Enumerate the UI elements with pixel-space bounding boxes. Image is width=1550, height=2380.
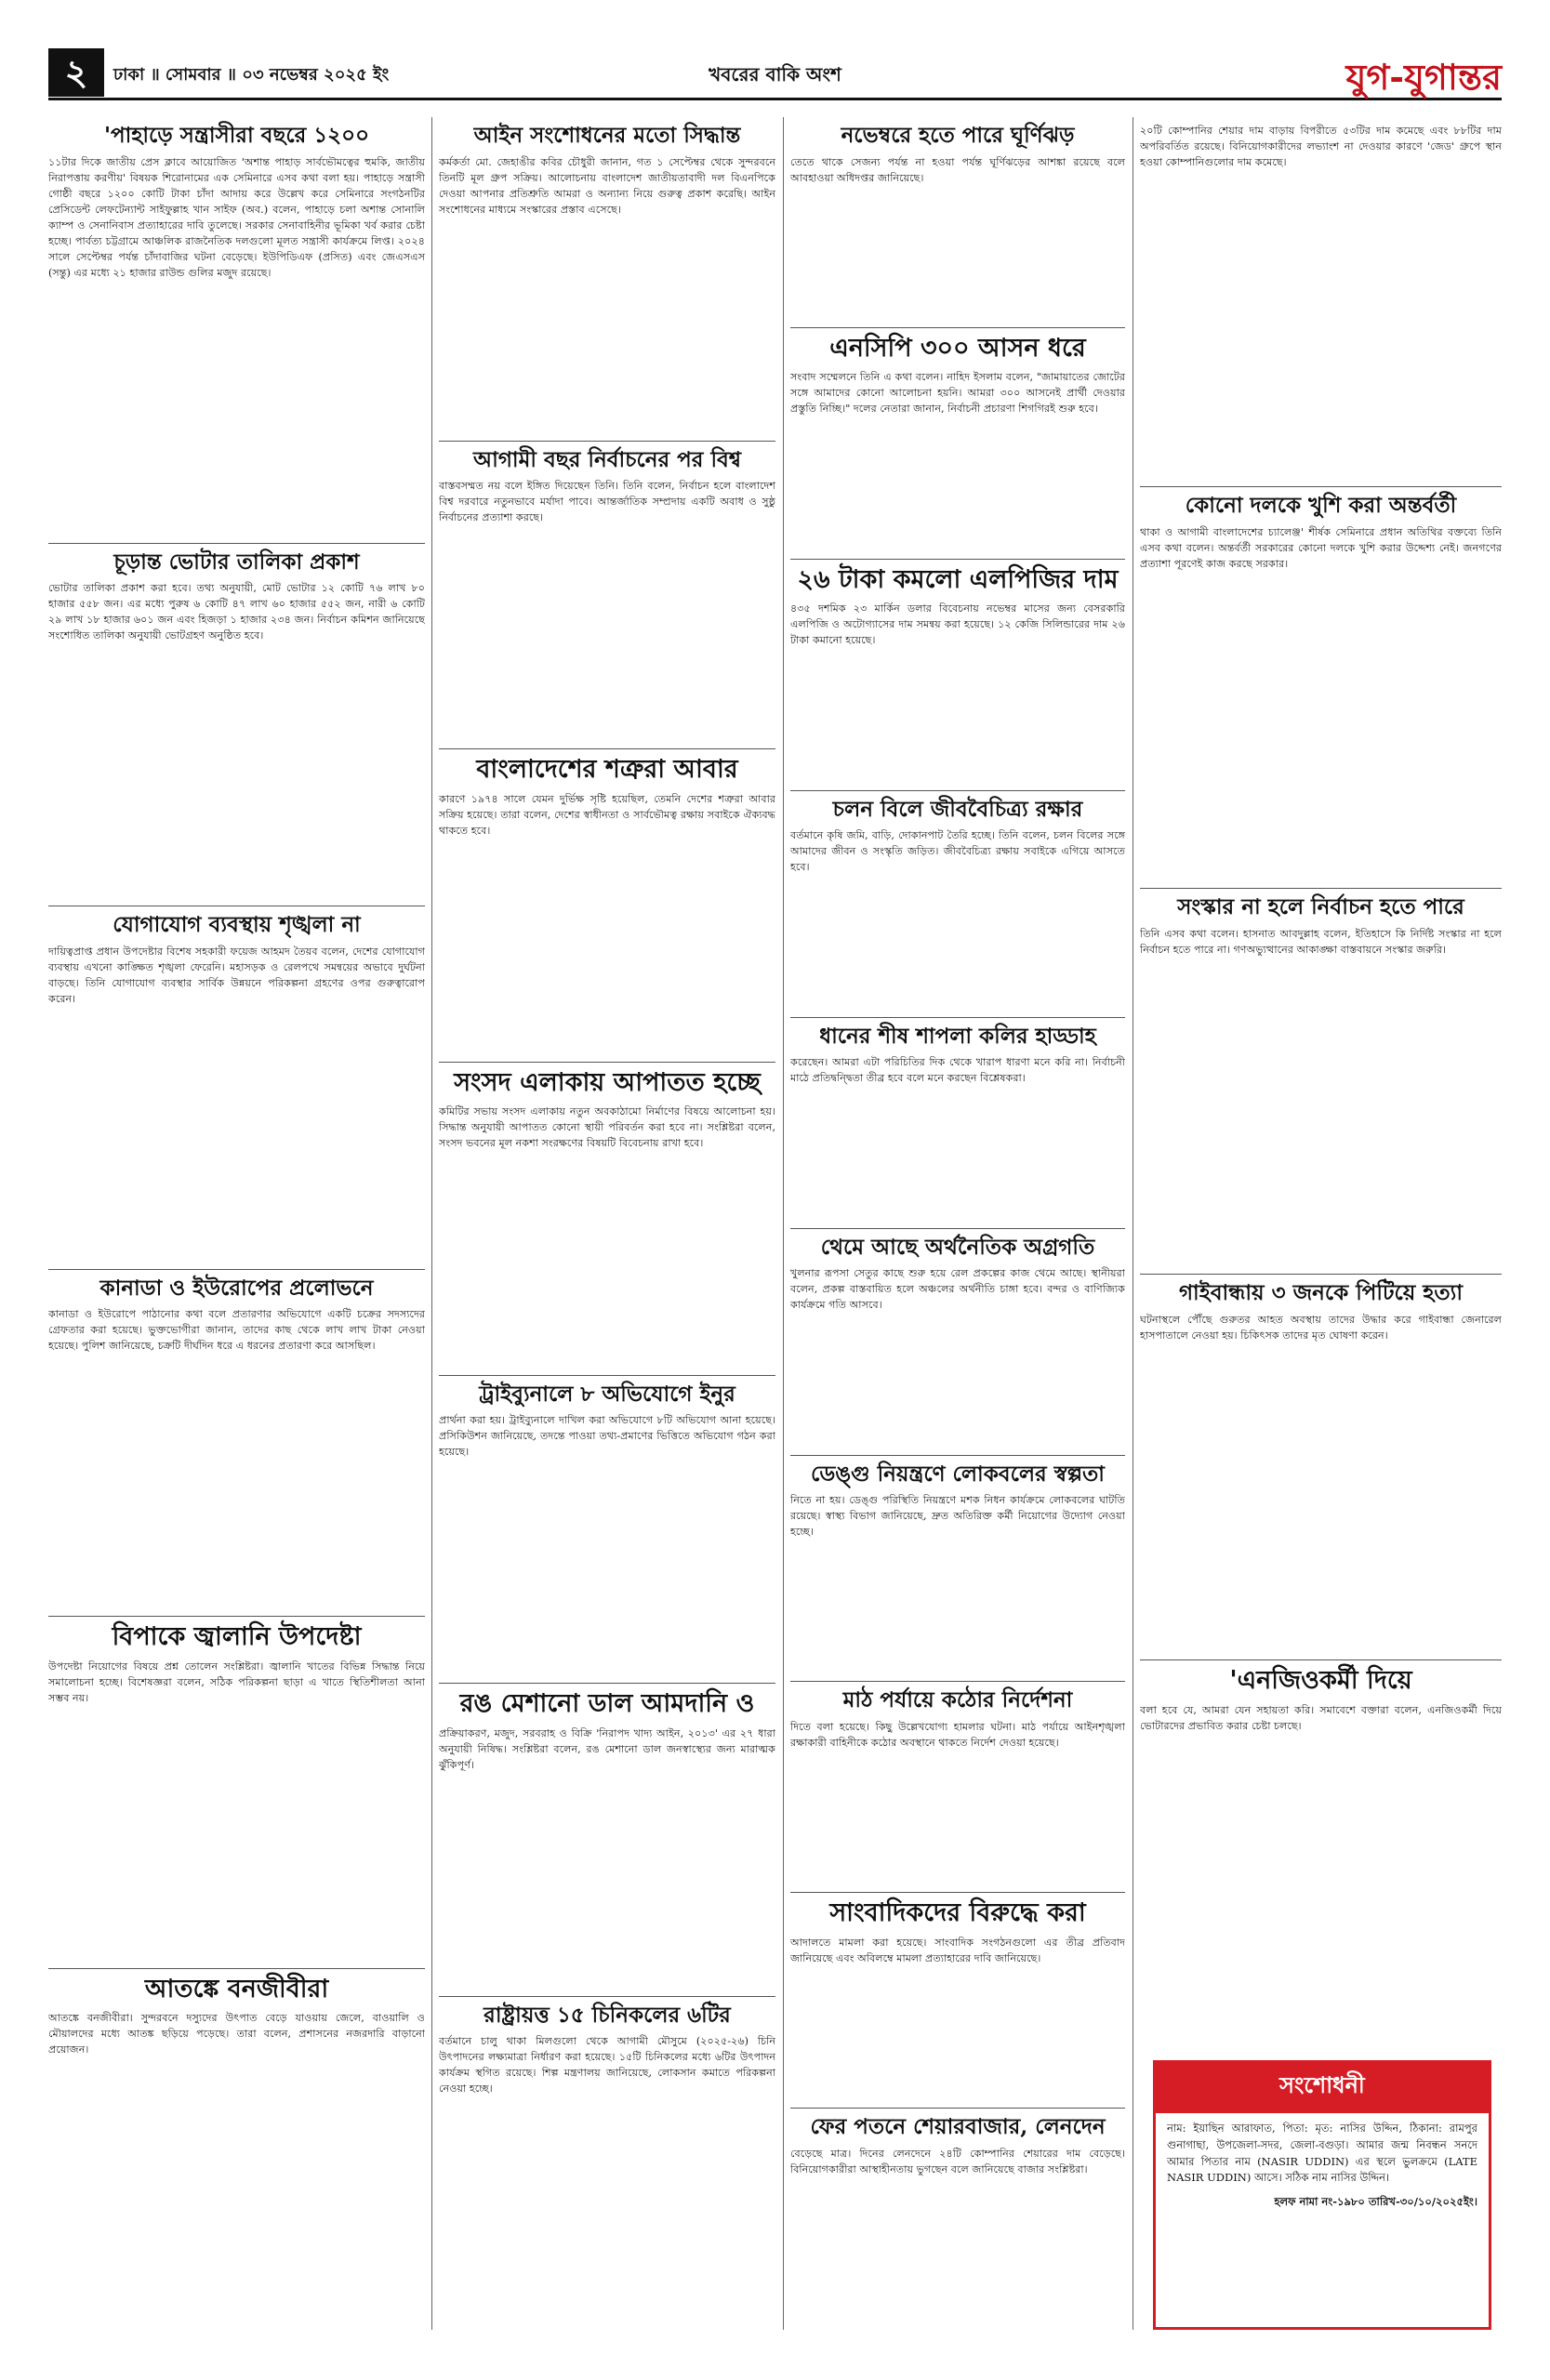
story-headline: সাংবাদিকদের বিরুদ্ধে করা [829,1898,1086,1928]
story-body: দায়িত্বপ্রাপ্ত প্রধান উপদেষ্টার বিশেষ সহকারী ফয়েজ আহমদ তৈয়ব বলেন, দেশের যোগাযোগ ব্যবস্থায় এখনো কাঙ্ক্ষিত শৃঙ্খলা ফেরেনি। মহাসড়ক ও রেলপথে সমন্বয়ের অভাবে দুর্ঘটনা বাড়ছে। তিনি যোগাযোগ ব্যবস্থার সার্বিক উন্নয়নে পরিকল্পনা গ্রহণের ওপর গুরুত্বারোপ করেন। [48,945,425,1005]
news-story [439,1684,775,1997]
story-headline: বাংলাদেশের শত্রুরা আবার [476,755,738,785]
story-headline: যোগাযোগ ব্যবস্থায় শৃঙ্খলা না [113,912,361,938]
news-story [48,906,425,1270]
story-body: আদালতে মামলা করা হয়েছে। সাংবাদিক সংগঠনগুলো এর তীব্র প্রতিবাদ জানিয়েছে এবং অবিলম্বে মামলা প্রত্যাহারের দাবি জানিয়েছে। [790,1936,1125,1964]
story-body: কারণে ১৯৭৪ সালে যেমন দুর্ভিক্ষ সৃষ্টি হয়েছিল, তেমনি দেশের শত্রুরা আবার সক্রিয় হয়েছে। তারা বলেন, দেশের স্বাধীনতা ও সার্বভৌমত্ব রক্ষায় সবাইকে ঐক্যবদ্ধ থাকতে হবে। [439,792,775,837]
story-headline: আতঙ্কে বনজীবীরা [144,1974,329,2003]
news-story [790,1456,1125,1683]
column-4 [1140,117,1502,2330]
news-story [1140,487,1502,889]
story-body: বর্তমানে কৃষি জমি, বাড়ি, দোকানপাট তৈরি হচ্ছে। তিনি বলেন, চলন বিলের সঙ্গে আমাদের জীবন ও সংস্কৃতি জড়িত। জীববৈচিত্র্য রক্ষায় সবাইকে এগিয়ে আসতে হবে। [790,829,1125,874]
story-body: ভোটার তালিকা প্রকাশ করা হবে। তথ্য অনুযায়ী, মোট ভোটার ১২ কোটি ৭৬ লাখ ৮০ হাজার ৫৫৮ জন। এর মধ্যে পুরুষ ৬ কোটি ৪৭ লাখ ৬০ হাজার ৫৫২ জন, নারী ৬ কোটি ২৯ লাখ ১৮ হাজার ৬০১ জন এবং হিজড়া ১ হাজার ২৩৪ জন। নির্বাচন কমিশন জানিয়েছে সংশোধিত তালিকা অনুযায়ী ভোটগ্রহণ অনুষ্ঠিত হবে। [48,582,425,642]
story-headline: ট্রাইব্যুনালে ৮ অভিযোগে ইনুর [479,1381,735,1407]
story-headline: 'এনজিওকর্মী দিয়ে [1229,1666,1412,1696]
masthead [48,48,1502,100]
news-story [48,117,425,544]
story-body: খুলনার রূপসা সেতুর কাছে শুরু হয়ে রেল প্রকল্পের কাজ থেমে আছে। স্থানীয়রা বলেন, প্রকল্প বাস্তবায়িত হলে অঞ্চলের অর্থনীতি চাঙ্গা হবে। বন্দর ও বাণিজ্যিক কার্যক্রমে গতি আসবে। [790,1267,1125,1312]
column-1 [48,117,425,2330]
news-story [439,1997,775,2320]
news-story [439,749,775,1063]
news-story [439,1376,775,1685]
news-story [48,544,425,907]
news-story [790,791,1125,1018]
story-headline: থেমে আছে অর্থনৈতিক অগ্রগতি [820,1234,1095,1260]
story-headline: সংস্কার না হলে নির্বাচন হতে পারে [1177,894,1464,920]
story-headline: সংসদ এলাকায় আপাতত হচ্ছে [454,1068,761,1097]
news-story [48,1617,425,1968]
story-body: বলা হবে যে, আমরা যেন সহায়তা করি। সমাবেশে বক্তারা বলেন, এনজিওকর্মী দিয়ে ভোটারদের প্রভাবিত করার চেষ্টা চলছে। [1140,1703,1502,1732]
news-story [790,2109,1125,2319]
story-body: নিতে না হয়। ডেঙ্গু পরিস্থিতি নিয়ন্ত্রণে মশক নিধন কার্যক্রমে লোকবলের ঘাটতি রয়েছে। স্বাস্থ্য বিভাগ জানিয়েছে, দ্রুত অতিরিক্ত কর্মী নিয়োগের উদ্যোগ নেওয়া হচ্ছে। [790,1494,1125,1539]
story-headline: চলন বিলে জীববৈচিত্র্য রক্ষার [832,796,1083,822]
story-headline: ধানের শীষ শাপলা কলির হাড্ডাহ [819,1023,1096,1049]
news-story [1140,889,1502,1275]
news-story [1140,1660,1502,2050]
news-story [1140,1275,1502,1660]
news-story [1140,117,1502,487]
correction-notice [1153,2060,1491,2330]
story-body: দিতে বলা হয়েছে। কিছু উল্লেখযোগ্য হামলার ঘটনা। মাঠ পর্যায়ে আইনশৃঙ্খলা রক্ষাকারী বাহিনীকে কঠোর অবস্থানে থাকতে নির্দেশ দেওয়া হয়েছে। [790,1721,1125,1750]
story-headline: কানাডা ও ইউরোপের প্রলোভনে [99,1275,374,1301]
story-body: ১১টার দিকে জাতীয় প্রেস ক্লাবে আয়োজিত 'অশান্ত পাহাড় সার্বভৌমত্বের হুমকি, জাতীয় নিরাপত্তায় করণীয়' বিষয়ক শিরোনামের এক সেমিনারে এসব কথা বলা হয়। পাহাড়ে সন্ত্রাসী গোষ্ঠী বছরে ১২০০ কোটি টাকা চাঁদা আদায় করে উল্লেখ করে সেমিনারে সংগঠনটির প্রেসিডেন্ট লেফটেন্যান্ট সাইফুল্লাহ খান সাইফ (অব.) বলেন, পাহাড়ে চলা অশান্ত সোনালি ক্যাম্প ও সেনানিবাস প্রত্যাহারের দাবি তুলেছে। সরকার সেনাবাহিনীর ভূমিকা খর্ব করার চেষ্টা হচ্ছে। পার্বত্য চট্টগ্রামে আঞ্চলিক রাজনৈতিক দলগুলো মূলত সন্ত্রাসী কার্যক্রমে লিপ্ত। ২০২৪ সালে সেপ্টেম্বর পর্যন্ত চাঁদাবাজির ঘটনা বেড়েছে। ইউপিডিএফ (প্রসিত) এবং জেএসএস (সন্তু) এর মধ্যে ২১ হাজার রাউন্ড গুলির মজুদ রয়েছে। [48,155,425,279]
story-body: করেছেন। আমরা এটা পরিচিতির দিক থেকে খারাপ ধারণা মনে করি না। নির্বাচনী মাঠে প্রতিদ্বন্দ্বিতা তীব্র হবে বলে মনে করছেন বিশ্লেষকরা। [790,1056,1125,1085]
news-story [48,1270,425,1618]
column-2 [439,117,775,2330]
story-body: তেতে থাকে সেজন্য পর্যন্ত না হওয়া পর্যন্ত ঘূর্ণিঝড়ের আশঙ্কা রয়েছে বলে আবহাওয়া অধিদপ্তর জানিয়েছে। [790,155,1125,184]
news-story [790,328,1125,560]
news-story [439,1063,775,1376]
story-body: বর্তমানে চালু থাকা মিলগুলো থেকে আগামী মৌসুমে (২০২৫-২৬) চিনি উৎপাদনের লক্ষ্যমাত্রা নির্ধারণ করা হয়েছে। ১৫টি চিনিকলের মধ্যে ৬টির উৎপাদন কার্যক্রম স্থগিত রয়েছে। শিল্প মন্ত্রণালয় জানিয়েছে, লোকসান কমাতে পরিকল্পনা নেওয়া হচ্ছে। [439,2035,775,2096]
story-headline: গাইবান্ধায় ৩ জনকে পিটিয়ে হত্যা [1178,1280,1463,1306]
section-label: খবরের বাকি অংশ [709,63,841,86]
story-body: ২০টি কোম্পানির শেয়ার দাম বাড়ায় বিপরীতে ৫৩টির দাম কমেছে এবং ৮৮টির দাম অপরিবর্তিত রয়েছে। বিনিয়োগকারীদের লভ্যাংশ না দেওয়ার কারণে 'জেড' গ্রুপে স্থান হওয়া কোম্পানিগুলোর দাম কমেছে। [1140,125,1502,169]
story-headline: রঙ মেশানো ডাল আমদানি ও [459,1689,755,1719]
column-3 [790,117,1125,2330]
story-headline: মাঠ পর্যায়ে কঠোর নির্দেশনা [842,1687,1073,1713]
news-story [790,1893,1125,2109]
story-body: প্রার্থনা করা হয়। ট্রাইব্যুনালে দাখিল করা অভিযোগে ৮টি অভিযোগ আনা হয়েছে। প্রসিকিউশন জানিয়েছে, তদন্তে পাওয়া তথ্য-প্রমাণের ভিত্তিতে অভিযোগ গঠন করা হয়েছে। [439,1414,775,1459]
story-headline: চূড়ান্ত ভোটার তালিকা প্রকাশ [113,549,360,575]
story-headline: আইন সংশোধনের মতো সিদ্ধান্ত [473,123,741,148]
column-divider [783,117,784,2330]
story-body: সংবাদ সম্মেলনে তিনি এ কথা বলেন। নাহিদ ইসলাম বলেন, "জামায়াতের জোটের সঙ্গে আমাদের কোনো আলোচনা হয়নি। আমরা ৩০০ আসনেই প্রার্থী দেওয়ার প্রস্তুতি নিচ্ছি।" দলের নেতারা জানান, নির্বাচনী প্রচারণা শিগগিরই শুরু হবে। [790,371,1125,416]
story-body: উপদেষ্টা নিয়োগের বিষয়ে প্রশ্ন তোলেন সংশ্লিষ্টরা। জ্বালানি খাতের বিভিন্ন সিদ্ধান্ত নিয়ে সমালোচনা হচ্ছে। বিশেষজ্ঞরা বলেন, সঠিক পরিকল্পনা ছাড়া এ খাতে স্থিতিশীলতা আনা সম্ভব নয়। [48,1659,425,1704]
story-headline: নভেম্বরে হতে পারে ঘূর্ণিঝড় [841,123,1075,148]
story-body: বেড়েছে মাত্র। দিনের লেনদেনে ২৪টি কোম্পানির শেয়ারের দাম বেড়েছে। বিনিয়োগকারীরা আস্থাহীনতায় ভুগছেন বলে জানিয়েছে বাজার সংশ্লিষ্টরা। [790,2147,1125,2175]
story-body: কমিটির সভায় সংসদ এলাকায় নতুন অবকাঠামো নির্মাণের বিষয়ে আলোচনা হয়। সিদ্ধান্ত অনুযায়ী আপাতত কোনো স্থায়ী পরিবর্তন করা হবে না। সংশ্লিষ্টরা বলেন, সংসদ ভবনের মূল নকশা সংরক্ষণের বিষয়টি বিবেচনায় রাখা হবে। [439,1105,775,1150]
story-body: আতঙ্কে বনজীবীরা। সুন্দরবনে দস্যুদের উৎপাত বেড়ে যাওয়ায় জেলে, বাওয়ালি ও মৌয়ালদের মধ্যে আতঙ্ক ছড়িয়ে পড়েছে। তারা বলেন, প্রশাসনের নজরদারি বাড়ানো প্রয়োজন। [48,2012,425,2056]
news-story [790,1229,1125,1456]
story-body: ৪৩৫ দশমিক ২৩ মার্কিন ডলার বিবেচনায় নভেম্বর মাসের জন্য বেসরকারি এলপিজি ও অটোগ্যাসের দাম সমন্বয় করা হয়েছে। ১২ কেজি সিলিন্ডারের দাম ২৬ টাকা কমানো হয়েছে। [790,602,1125,647]
story-body: কর্মকর্তা মো. জেহাঙীর কবির চৌধুরী জানান, গত ১ সেপ্টেম্বর থেকে সুন্দরবনে তিনটি মূল গ্রুপ সক্রিয়। আলোচনায় বাংলাদেশ জাতীয়তাবাদী দল বিএনপিকে দেওয়া আপনার প্রতিশ্রুতি আমরা ও অন্যান্য নিয়ে গুরুত্ব প্রকাশ করেছি। আইন সংশোধনের মাধ্যমে সংস্কারের প্রস্তাব এসেছে। [439,155,775,216]
story-body: কানাডা ও ইউরোপে পাঠানোর কথা বলে প্রতারণার অভিযোগে একটি চক্রের সদস্যদের গ্রেফতার করা হয়েছে। ভুক্তভোগীরা জানান, তাদের কাছ থেকে লাখ লাখ টাকা নেওয়া হয়েছে। পুলিশ জানিয়েছে, চক্রটি দীর্ঘদিন ধরে এ ধরনের প্রতারণা করে আসছিল। [48,1308,425,1353]
story-headline: ফের পতনে শেয়ারবাজার, লেনদেন [810,2114,1106,2140]
story-body: বাস্তবসম্মত নয় বলে ইঙ্গিত দিয়েছেন তিনি। তিনি বলেন, নির্বাচন হলে বাংলাদেশ বিশ্ব দরবারে নতুনভাবে মর্যাদা পাবে। আন্তর্জাতিক সম্প্রদায় একটি অবাধ ও সুষ্ঠু নির্বাচনের প্রত্যাশা করছে। [439,480,775,524]
news-story [790,117,1125,328]
story-headline: ডেঙ্গু নিয়ন্ত্রণে লোকবলের স্বল্পতা [811,1461,1105,1487]
story-headline: কোনো দলকে খুশি করা অন্তর্বর্তী [1185,493,1457,519]
dateline: ঢাকা ॥ সোমবার ॥ ০৩ নভেম্বর ২০২৫ ইং [113,65,390,85]
news-story [439,117,775,442]
correction-affidavit: হলফ নামা নং-১৯৮০ তারিখ-৩০/১০/২০২৫ইং। [1274,2195,1477,2209]
news-story [48,1969,425,2320]
story-headline: আগামী বছর নির্বাচনের পর বিশ্ব [473,446,741,472]
story-body: থাকা ও আগামী বাংলাদেশের চ্যালেঞ্জ' শীর্ষক সেমিনারে প্রধান অতিথির বক্তব্যে তিনি এসব কথা বলেন। অন্তর্বর্তী সরকারের কোনো দলকে খুশি করার উদ্দেশ্য নেই। জনগণের প্রত্যাশা পূরণেই কাজ করছে সরকার। [1140,525,1502,571]
news-story [790,1018,1125,1229]
column-divider [431,117,432,2330]
news-story [790,1682,1125,1893]
correction-text: নাম: ইয়াছিন আরাফাত, পিতা: মৃত: নাসির উদ্দিন, ঠিকানা: রামপুর গুনাগাছা, উপজেলা-সদর, জেলা-বগুড়া। আমার জন্ম নিবন্ধন সনদে আমার পিতার নাম (NASIR UDDIN) এর স্থলে ভুলক্রমে (LATE NASIR UDDIN) আসে। সঠিক নাম নাসির উদ্দিন। [1167,2122,1477,2185]
correction-body [1156,2113,1489,2218]
story-headline: রাষ্ট্রায়ত্ত ১৫ চিনিকলের ৬টির [484,2002,731,2028]
news-story [439,442,775,750]
newspaper-name: যুগ-যুগান্তর [1345,56,1502,98]
story-headline: এনসিপি ৩০০ আসন ধরে [829,333,1086,363]
story-body: তিনি এসব কথা বলেন। হাসনাত আবদুল্লাহ বলেন, ইতিহাসে কি নির্দিষ্ট সংস্কার না হলে নির্বাচন হতে পারে না। গণঅভ্যুত্থানের আকাঙ্ক্ষা বাস্তবায়নে সংস্কার জরুরি। [1140,927,1502,956]
story-body: ঘটনাস্থলে পৌঁছে গুরুতর আহত অবস্থায় তাদের উদ্ধার করে গাইবান্ধা জেনারেল হাসপাতালে নেওয়া হয়। চিকিৎসক তাদের মৃত ঘোষণা করেন। [1140,1313,1502,1342]
correction-title: সংশোধনী [1156,2063,1489,2113]
story-headline: বিপাকে জ্বালানি উপদেষ্টা [112,1622,362,1652]
story-headline: 'পাহাড়ে সন্ত্রাসীরা বছরে ১২০০ [103,123,370,148]
news-story [790,560,1125,791]
page-number: ২ [48,48,104,97]
story-headline: ২৬ টাকা কমলো এলপিজির দাম [797,564,1119,594]
story-body: প্রক্রিয়াকরণ, মজুদ, সরবরাহ ও বিক্রি 'নিরাপদ খাদ্য আইন, ২০১৩' এর ২৭ ধারা অনুযায়ী নিষিদ্ধ। সংশ্লিষ্টরা বলেন, রঙ মেশানো ডাল জনস্বাস্থ্যের জন্য মারাত্মক ঝুঁকিপূর্ণ। [439,1726,775,1771]
